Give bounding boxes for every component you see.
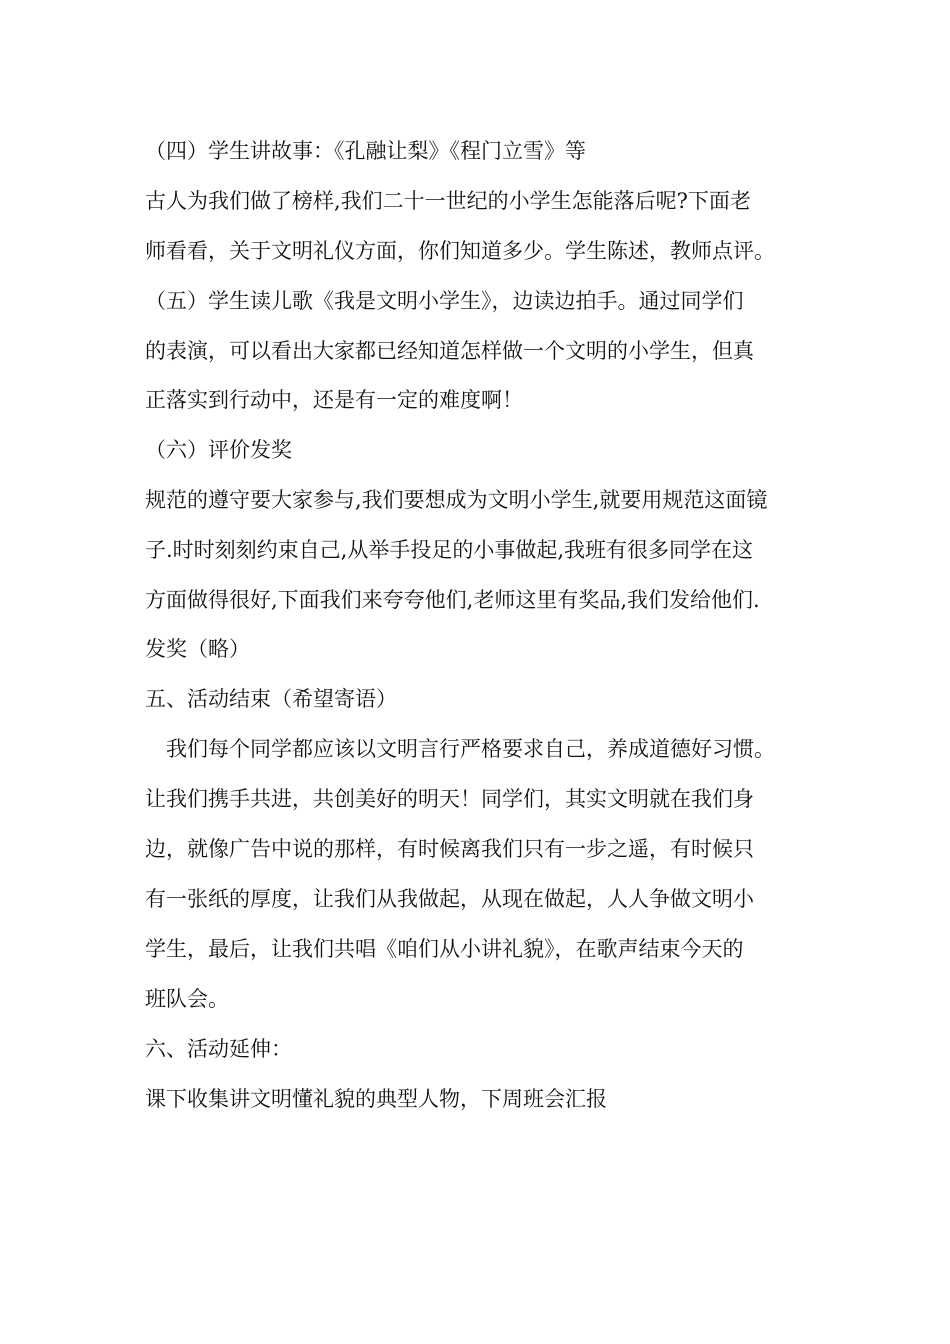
paragraph-line: 师看看，关于文明礼仪方面，你们知道多少。学生陈述，教师点评。 xyxy=(145,239,775,263)
paragraph-line: 规范的遵守要大家参与,我们要想成为文明小学生,就要用规范这面镜 xyxy=(145,488,768,512)
section-heading-activity-end: 五、活动结束（希望寄语） xyxy=(145,687,397,711)
paragraph-line: 让我们携手共进，共创美好的明天！同学们，其实文明就在我们身 xyxy=(145,787,754,811)
paragraph-line: 我们每个同学都应该以文明言行严格要求自己，养成道德好习惯。 xyxy=(145,737,775,761)
paragraph-line: 有一张纸的厚度，让我们从我做起，从现在做起，人人争做文明小 xyxy=(145,887,754,911)
section-heading-story: （四）学生讲故事：《孔融让梨》《程门立雪》等 xyxy=(145,139,586,163)
paragraph-line: 古人为我们做了榜样,我们二十一世纪的小学生怎能落后呢?下面老 xyxy=(145,189,751,213)
paragraph-line: 发奖（略） xyxy=(145,637,250,661)
paragraph-line: 方面做得很好,下面我们来夸夸他们,老师这里有奖品,我们发给他们. xyxy=(145,588,760,612)
paragraph-line: （五）学生读儿歌《我是文明小学生》，边读边拍手。通过同学们 xyxy=(145,289,744,313)
paragraph-line: 边，就像广告中说的那样，有时候离我们只有一步之遥，有时候只 xyxy=(145,837,754,861)
paragraph-line: 学生，最后，让我们共唱《咱们从小讲礼貌》，在歌声结束今天的 xyxy=(145,937,744,961)
section-heading-extension: 六、活动延伸： xyxy=(145,1037,292,1061)
section-heading-award: （六）评价发奖 xyxy=(145,438,292,462)
paragraph-line: 课下收集讲文明懂礼貌的典型人物，下周班会汇报 xyxy=(145,1087,607,1111)
paragraph-line: 正落实到行动中，还是有一定的难度啊！ xyxy=(145,388,523,412)
paragraph-line: 子.时时刻刻约束自己,从举手投足的小事做起,我班有很多同学在这 xyxy=(145,538,754,562)
paragraph-line: 的表演，可以看出大家都已经知道怎样做一个文明的小学生，但真 xyxy=(145,339,754,363)
paragraph-line: 班队会。 xyxy=(145,987,229,1011)
